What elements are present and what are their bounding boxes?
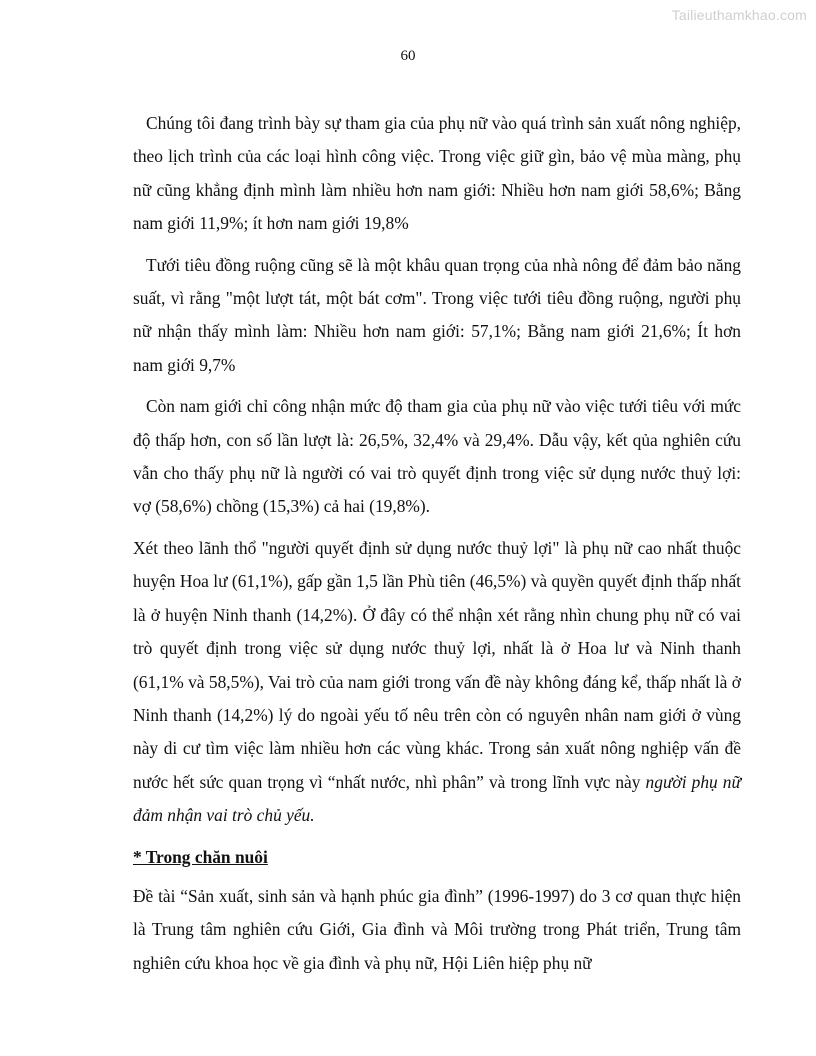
paragraph-irrigation: Tưới tiêu đồng ruộng cũng sẽ là một khâu quan trọng của nhà nông để đảm bảo năng suất, vì rằng "một lượt tát, một bát cơm". Trong việc tưới tiêu đồng ruộng, người phụ nữ nhận thấy mình làm: Nhiều hơn nam giới: 57,1%; Bằng nam giới 21,6%; Ít hơn nam giới 9,7% — [133, 254, 741, 375]
watermark: Tailieuthamkhao.com — [671, 7, 807, 23]
document-body — [133, 107, 741, 988]
paragraph-territory-emphasis: người phụ nữ đảm nhận vai trò chủ yếu. — [133, 771, 741, 826]
paragraph-territory-text: Xét theo lãnh thổ "người quyết định sử dụng nước thuỷ lợi" là phụ nữ cao nhất thuộc huyện Hoa lư (61,1%), gấp gần 1,5 lần Phù tiên (46,5%) và quyền quyết định thấp nhất là ở huyện Ninh thanh (14,2%). Ở đây có thể nhận xét rằng nhìn chung phụ nữ có vai trò quyết định trong việc sử dụng nước thuỷ lợi, nhất là ở Hoa lư và Ninh thanh (61,1% và 58,5%), Vai trò của nam giới trong vấn đề này không đáng kể, thấp nhất là ở Ninh thanh (14,2%) lý do ngoài yếu tố nêu trên còn có nguyên nhân nam giới ở vùng này di cư tìm việc làm nhiều hơn các vùng khác. Trong sản xuất nông nghiệp vấn đề nước hết sức quan trọng vì “nhất nước, nhì phân” và trong lĩnh vực này — [133, 537, 741, 792]
paragraph-territory — [133, 532, 741, 833]
section-heading-livestock: * Trong chăn nuôi — [133, 846, 268, 867]
page-number: 60 — [400, 48, 416, 64]
paragraph-men-view: Còn nam giới chỉ công nhận mức độ tham gia của phụ nữ vào việc tưới tiêu với mức độ thấp hơn, con số lần lượt là: 26,5%, 32,4% và 29,4%. Dẫu vậy, kết qủa nghiên cứu vẫn cho thấy phụ nữ là người có vai trò quyết định trong việc sử dụng nước thuỷ lợi: vợ (58,6%) chồng (15,3%) cả hai (19,8%). — [133, 396, 741, 517]
paragraph-crop-protection: Chúng tôi đang trình bày sự tham gia của phụ nữ vào quá trình sản xuất nông nghiệp, theo lịch trình của các loại hình công việc. Trong việc giữ gìn, bảo vệ mùa màng, phụ nữ cũng khẳng định mình làm nhiều hơn nam giới: Nhiều hơn nam giới 58,6%; Bằng nam giới 11,9%; ít hơn nam giới 19,8% — [133, 113, 741, 234]
paragraph-study: Đề tài “Sản xuất, sinh sản và hạnh phúc gia đình” (1996-1997) do 3 cơ quan thực hiện là Trung tâm nghiên cứu Giới, Gia đình và Môi trường trong Phát triển, Trung tâm nghiên cứu khoa học về gia đình và phụ nữ, Hội Liên hiệp phụ nữ — [133, 885, 741, 973]
